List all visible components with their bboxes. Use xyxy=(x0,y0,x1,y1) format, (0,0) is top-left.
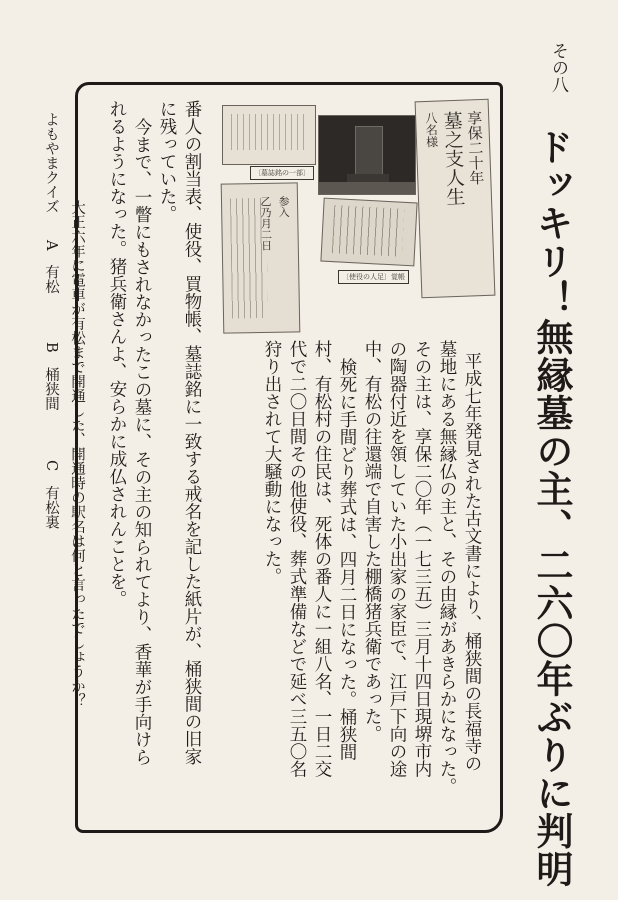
photo-slip xyxy=(221,182,301,333)
photo-scroll xyxy=(415,99,496,298)
body-line-13: れるようになった。猪兵衛さんよ、安らかに成仏されんことを。 xyxy=(107,100,127,608)
body-line-5: 中、有松の往還端で自害した棚橋猪兵衛であった。 xyxy=(362,340,382,743)
body-line-2: 墓地にある無縁仏の主と、その由縁があきらかになった。 xyxy=(437,340,457,795)
quiz-option-b: B 桶狭間 xyxy=(43,342,59,411)
quiz-question: 大正六年に電車が有松まで開通した、開通時の駅名は何と言ったでしょうか？ xyxy=(69,200,85,708)
body-line-8: 代で二〇日間その他使役、葬式準備などで延べ三五〇名 xyxy=(287,340,307,778)
scroll-line-3: 八名様 xyxy=(423,111,439,149)
slip-line-2: 乙乃月二日 xyxy=(258,195,273,252)
body-line-11: に残っていた。 xyxy=(157,100,177,223)
body-line-9: 狩り出されて大騒動になった。 xyxy=(262,340,282,585)
quiz-title: よもやまクイズ xyxy=(43,112,59,214)
scroll-line-2: 墓之支人生 xyxy=(440,110,466,207)
photo-scroll-text xyxy=(423,110,488,292)
body-line-12: 今まで、一瞥にもされなかったこの墓に、その主の知られてより、香華が手向けら xyxy=(132,118,152,766)
section-number: その八 xyxy=(548,42,568,93)
headline xyxy=(530,128,573,888)
headline-line2: 無縁墓の主、二六〇年ぶりに判明 xyxy=(530,318,573,888)
body-line-6: 検死に手間どり葬式は、四月二日になった。桶狭間 xyxy=(337,358,357,761)
body-line-7: 村、有松村の住民は、死体の番人に一組八名、一日二交 xyxy=(312,340,332,778)
quiz-option-c: C 有松裏 xyxy=(43,460,59,530)
body-line-4: の陶器付近を領していた小出家の家臣で、江戸下向の途 xyxy=(387,340,407,778)
register-caption: 〔使役の人足〕覚帳 xyxy=(338,270,409,284)
body-line-10: 番人の割当表、使役、買物帳、墓誌銘に一致する戒名を記した紙片が、桶狭間の旧家 xyxy=(182,100,202,765)
headline-line1: ドッキリ！ xyxy=(530,128,573,318)
photo-document xyxy=(222,105,316,165)
photo-grave xyxy=(318,115,416,195)
document-caption: 〔墓誌銘の一部〕 xyxy=(250,166,314,180)
scroll-line-1: 享保二十年 xyxy=(464,109,486,186)
body-line-1: 平成七年発見された古文書により、桶狭間の長福寺の xyxy=(462,352,482,772)
body-line-3: その主は、享保二〇年（一七三五）三月十四日現堺市内 xyxy=(412,340,432,778)
slip-line-1: 参入 xyxy=(276,195,291,218)
quiz-option-a: A 有松 xyxy=(43,240,59,294)
photo-register xyxy=(320,198,417,267)
